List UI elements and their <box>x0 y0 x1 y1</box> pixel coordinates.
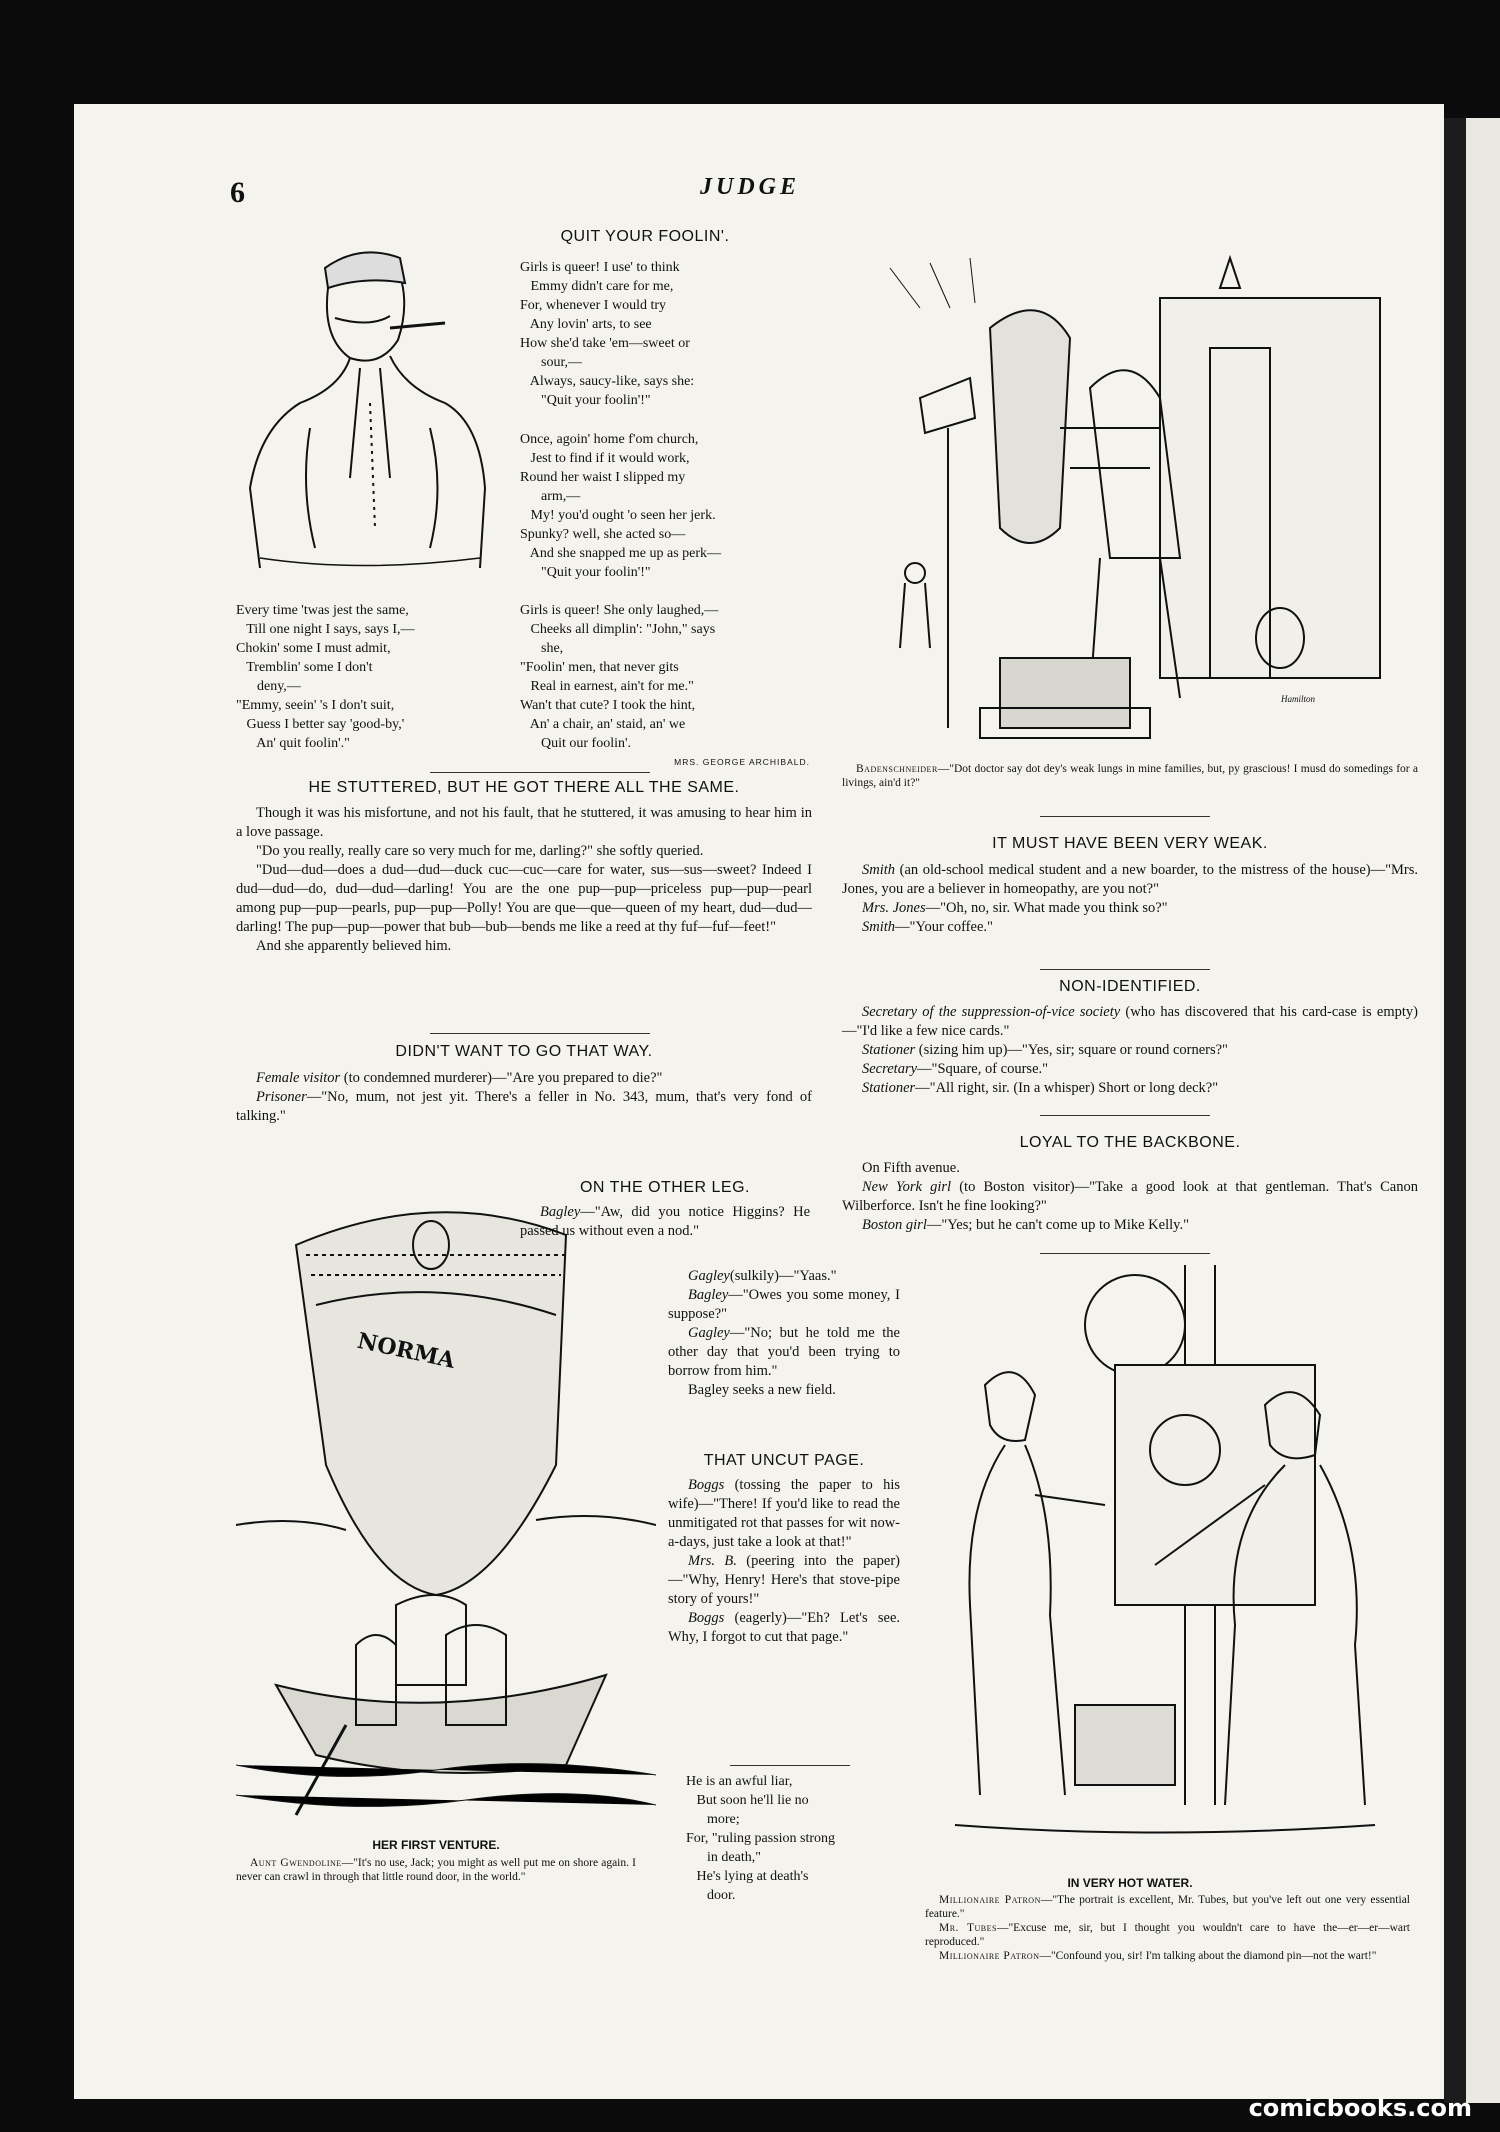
article-title-stuttered: HE STUTTERED, BUT HE GOT THERE ALL THE SAME. <box>308 779 740 796</box>
caption-title-first-venture: HER FIRST VENTURE. <box>372 1838 500 1852</box>
article-body-uncut-page: Boggs (tossing the paper to his wife)—"There! If you'd like to read the unmitigated rot that passes for wit now-a-days, just take a look at that!" Mrs. B. (peering into the paper)—"Why, Henry! Here's that stove-pipe story of yours!" Boggs (eagerly)—"Eh? Let's see. Why, I forgot to cut that page." <box>668 1477 900 1645</box>
painter-patron-illustration <box>925 1265 1395 1855</box>
article-body-loyal: On Fifth avenue. New York girl (to Boston visitor)—"Take a good look at that gentleman. That's Canon Wilberforce. Isn't he fine looking?" Boston girl—"Yes; but he can't come up to Mike Kelly." <box>842 1160 1418 1233</box>
article-title-non-identified: NON-IDENTIFIED. <box>1059 978 1201 995</box>
poem-stanza-3: Every time 'twas jest the same, Till one night I says, says I,— Chokin' some I must admit, Tremblin' some I don't deny,— "Emmy, seein' 's I don't suit, Guess I better say 'good-by,' An' quit foolin'." <box>236 603 415 751</box>
article-body-weak: Smith (an old-school medical student and a new boarder, to the mistress of the house)—"Mrs. Jones, you are a believer in homeopathy, are you not?" Mrs. Jones—"Oh, no, sir. What made you think so?" Smith—"Your coffee." <box>842 862 1418 935</box>
article-title-uncut-page: THAT UNCUT PAGE. <box>703 1452 865 1469</box>
poem-title-quit-your-foolin: QUIT YOUR FOOLIN'. <box>560 228 730 245</box>
article-title-didnt-want: DIDN'T WANT TO GO THAT WAY. <box>395 1043 653 1060</box>
page-number: 6 <box>230 176 245 209</box>
boat-norma-illustration <box>236 1165 656 1825</box>
divider <box>1040 816 1210 817</box>
article-body-stuttered <box>236 804 812 956</box>
stuttered-p4: And she apparently believed him. <box>256 938 452 954</box>
article-body-non-identified: Secretary of the suppression-of-vice society (who has discovered that his card-case is empty)—"I'd like a few nice cards." Stationer (sizing him up)—"Yes, sir; square or round corners?" Secretary—"Square, of course." Stationer—"All right, sir. (In a whisper) Short or long deck?" <box>842 1004 1418 1096</box>
article-title-other-leg: ON THE OTHER LEG. <box>579 1179 750 1196</box>
caption-badenschneider: Badenschneider—"Dot doctor say dot dey's weak lungs in mine families, but, py grascious! I musd do somedings for a livings, ain'd it?" <box>842 763 1418 789</box>
divider <box>1040 969 1210 970</box>
page-gutter-shadow <box>1444 118 1466 2103</box>
tuba-player-illustration <box>860 228 1400 758</box>
stuttered-p2: "Do you really, really care so very much for me, darling?" she softly queried. <box>256 843 704 859</box>
article-body-didnt-want: Female visitor (to condemned murderer)—"Are you prepared to die?" Prisoner—"No, mum, not jest yit. There's a feller in No. 343, mum, that's very fond of talking." <box>236 1070 812 1124</box>
divider <box>430 772 650 773</box>
liar-verse: He is an awful liar, But soon he'll lie no more; For, "ruling passion strong in death," He's lying at death's door. <box>686 1774 836 1903</box>
poem-stanza-2: Once, agoin' home f'om church, Jest to find if it would work, Round her waist I slipped my arm,— My! you'd ought 'o seen her jerk. Spunky? well, she acted so— And she snapped me up as perk— "Quit your foolin'!" <box>520 432 722 580</box>
caption-hot-water: Millionaire Patron—"The portrait is excellent, Mr. Tubes, but you've left out one very essential feature." Mr. Tubes—"Excuse me, sir, but I thought you wouldn't care to have the—er—er—wart reproduced." Millionaire Patron—"Confound you, sir! I'm talking about the diamond pin—not the wart!" <box>925 1894 1411 1962</box>
stuttered-p3: "Dud—dud—does a dud—dud—duck cuc—cuc—care for water, sus—sus—sweet? Indeed I dud—dud—do, dud—dud—darling! You are the one pup—pup—priceless pup—pup—pearl among pup—pup—pearls, pup—pup—Polly! You are que—que—queen of my heart, dud—dud—darling! The pup—pup—power that bub—bub—bends me like a reed at thy fuf—fuf—feet!" <box>236 862 812 935</box>
poem-author: MRS. GEORGE ARCHIBALD. <box>674 757 810 767</box>
watermark: comicbooks.com <box>1248 2094 1472 2122</box>
divider <box>1040 1115 1210 1116</box>
stuttered-p1: Though it was his misfortune, and not his fault, that he stuttered, it was amusing to hear him in a love passage. <box>236 805 812 840</box>
poem-stanza-1: Girls is queer! I use' to think Emmy didn't care for me, For, whenever I would try Any lovin' arts, to see How she'd take 'em—sweet or sour,— Always, saucy-like, says she: "Quit your foolin'!" <box>520 260 695 408</box>
artist-signature: Hamilton <box>1280 694 1315 704</box>
article-body-other-leg-2: Gagley(sulkily)—"Yaas." Bagley—"Owes you some money, I suppose?" Gagley—"No; but he told me the other day that you'd been trying to borrow from him." Bagley seeks a new field. <box>668 1268 900 1398</box>
divider <box>430 1033 650 1034</box>
running-head: JUDGE <box>699 174 800 200</box>
caption-title-hot-water: IN VERY HOT WATER. <box>1067 1876 1193 1890</box>
poem-stanza-4: Girls is queer! She only laughed,— Cheeks all dimplin': "John," says she, "Foolin' men, that never gits Real in earnest, ain't for me." Wan't that cute? I took the hint, An' a chair, an' staid, an' we Quit our foolin'. <box>520 603 719 751</box>
article-body-other-leg-1: Bagley—"Aw, did you notice Higgins? He passed us without even a nod." <box>520 1204 810 1239</box>
article-title-weak: IT MUST HAVE BEEN VERY WEAK. <box>992 835 1268 852</box>
sailor-portrait-illustration <box>230 228 500 588</box>
divider <box>730 1765 850 1766</box>
article-title-loyal: LOYAL TO THE BACKBONE. <box>1019 1134 1241 1151</box>
boat-name: NORMA <box>355 1327 458 1374</box>
adjacent-page-edge <box>1466 118 1500 2103</box>
caption-first-venture: Aunt Gwendoline—"It's no use, Jack; you might as well put me on shore again. I never can crawl in through that little round door, in the world." <box>236 1857 636 1883</box>
divider <box>1040 1253 1210 1254</box>
